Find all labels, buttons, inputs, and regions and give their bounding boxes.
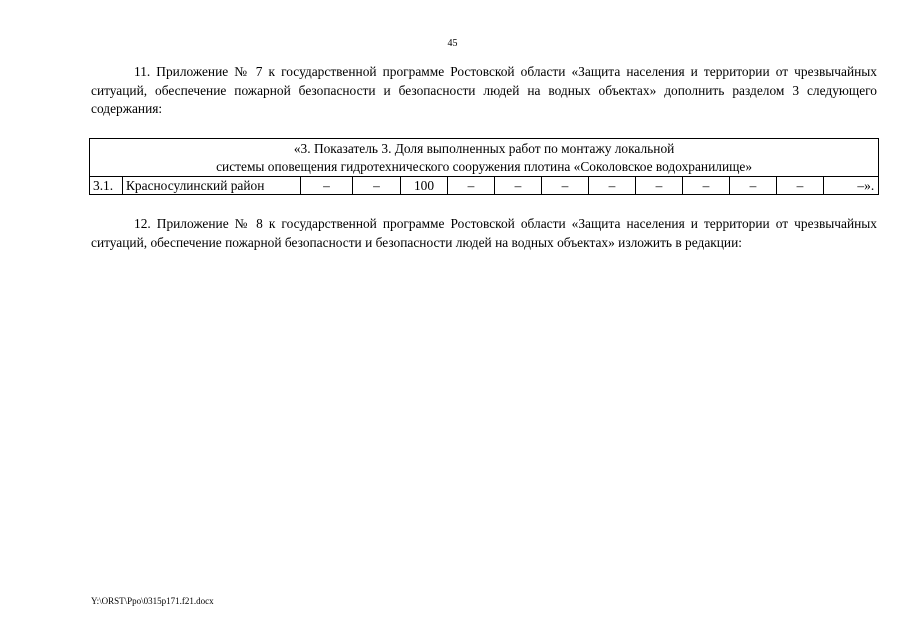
- table-title-line-1: «3. Показатель 3. Доля выполненных работ по монтажу локальной: [293, 140, 675, 156]
- value-cell-4: –: [448, 177, 495, 195]
- value-cell-9: –: [683, 177, 730, 195]
- value-cell-5: –: [495, 177, 542, 195]
- table-title-line-2: системы оповещения гидротехнического сооружения плотина «Соколовское водохранилище»: [216, 158, 753, 174]
- table-row: [90, 177, 879, 195]
- row-name-cell: Красносулинский район: [123, 177, 301, 195]
- value-cell-12: –».: [824, 177, 879, 195]
- value-cell-1: –: [301, 177, 353, 195]
- value-cell-6: –: [542, 177, 589, 195]
- value-cell-11: –: [777, 177, 824, 195]
- table-title-cell: [90, 139, 879, 177]
- value-cell-8: –: [636, 177, 683, 195]
- value-cell-7: –: [589, 177, 636, 195]
- value-cell-2: –: [353, 177, 401, 195]
- indicator-table: [89, 138, 879, 195]
- table-title-row: [90, 139, 879, 177]
- footer-file-path: Y:\ORST\Ppo\0315p171.f21.docx: [91, 596, 214, 606]
- value-cell-3: 100: [401, 177, 448, 195]
- row-number-cell: 3.1.: [90, 177, 123, 195]
- value-cell-10: –: [730, 177, 777, 195]
- paragraph-item-12: 12. Приложение № 8 к государственной программе Ростовской области «Защита населения и территории от чрезвычайных ситуаций, обеспечение пожарной безопасности и безопасности людей на водных объектах» изложить в редакции:: [91, 216, 877, 250]
- paragraph-item-11: 11. Приложение № 7 к государственной программе Ростовской области «Защита населения и территории от чрезвычайных ситуаций, обеспечение пожарной безопасности и безопасности людей на водных объектах» дополнить разделом 3 следующего содержания:: [91, 64, 877, 116]
- page-number: 45: [447, 38, 458, 49]
